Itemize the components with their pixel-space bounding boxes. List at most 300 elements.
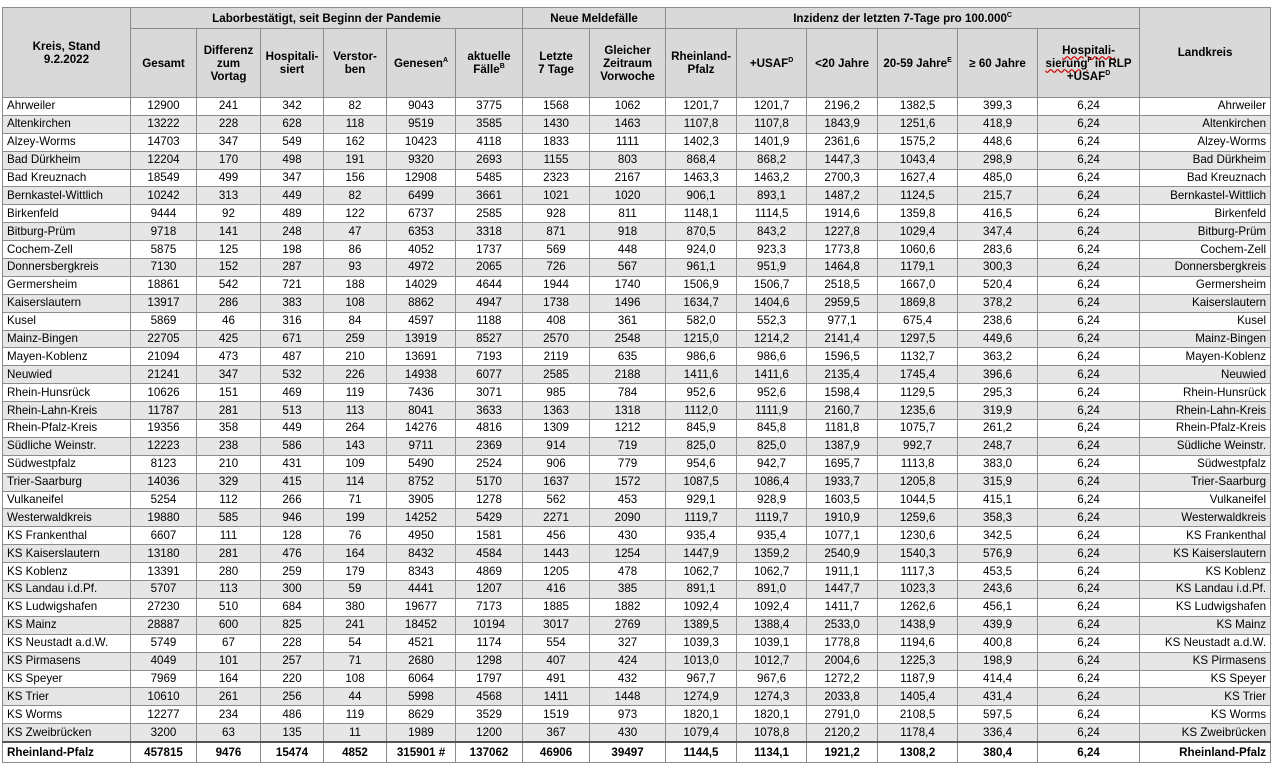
cell-inzidenz-usaf: 1401,9 [737,133,807,151]
cell-verstorben: 188 [324,276,387,294]
cell-gesamt: 13391 [131,563,197,581]
table-row [3,205,1271,223]
cell-genesen: 8041 [387,402,456,420]
cell-inzidenz-unter-20: 2033,8 [807,688,878,706]
cell-genesen: 4521 [387,634,456,652]
cell-inzidenz-usaf: 893,1 [737,187,807,205]
cell-gleicher-zeitraum: 453 [590,491,666,509]
cell-aktuelle-faelle: 1278 [456,491,523,509]
cell-letzte-7-tage: 1944 [523,276,590,294]
cell-hospitalisiert: 228 [261,634,324,652]
cell-inzidenz-unter-20: 1447,3 [807,151,878,169]
table-row [3,402,1271,420]
table-row [3,187,1271,205]
cell-differenz: 111 [197,527,261,545]
cell-inzidenz-20-59: 1438,9 [878,616,958,634]
cell-hospitalisiert: 946 [261,509,324,527]
header-hospitalisiert: Hospitali- siert [261,29,324,98]
cell-differenz: 152 [197,259,261,277]
cell-inzidenz-usaf: 1086,4 [737,473,807,491]
cell-aktuelle-faelle: 3318 [456,223,523,241]
cell-inzidenz-ab-60: 597,5 [958,706,1038,724]
cell-inzidenz-rlp: 929,1 [666,491,737,509]
cell-differenz: 63 [197,724,261,742]
cell-inzidenz-usaf: 1820,1 [737,706,807,724]
cell-gesamt: 19356 [131,420,197,438]
cell-gesamt: 5869 [131,312,197,330]
cell-gesamt: 21094 [131,348,197,366]
cell-differenz: 141 [197,223,261,241]
cell-genesen: 8432 [387,545,456,563]
cell-kreis: KS Landau i.d.Pf. [3,581,131,599]
cell-verstorben: 82 [324,187,387,205]
cell-letzte-7-tage: 456 [523,527,590,545]
cell-hospitalisierung: 6,24 [1038,259,1140,277]
cell-inzidenz-usaf: 1214,2 [737,330,807,348]
cell-inzidenz-ab-60: 520,4 [958,276,1038,294]
table-row [3,670,1271,688]
cell-inzidenz-20-59: 1029,4 [878,223,958,241]
cell-hospitalisierung: 6,24 [1038,652,1140,670]
cell-differenz: 473 [197,348,261,366]
cell-letzte-7-tage: 1411 [523,688,590,706]
table-row [3,169,1271,187]
total-differenz: 9476 [197,742,261,763]
cell-gesamt: 5875 [131,241,197,259]
cell-inzidenz-rlp: 1274,9 [666,688,737,706]
cell-inzidenz-ab-60: 383,0 [958,455,1038,473]
cell-genesen: 9320 [387,151,456,169]
cell-genesen: 4972 [387,259,456,277]
cell-differenz: 67 [197,634,261,652]
cell-aktuelle-faelle: 3775 [456,98,523,116]
cell-kreis: Westerwaldkreis [3,509,131,527]
cell-gesamt: 13180 [131,545,197,563]
cell-inzidenz-rlp: 845,9 [666,420,737,438]
cell-inzidenz-20-59: 1187,9 [878,670,958,688]
cell-inzidenz-rlp: 935,4 [666,527,737,545]
total-gleicher-zeitraum: 39497 [590,742,666,763]
cell-inzidenz-usaf: 1274,3 [737,688,807,706]
cell-gleicher-zeitraum: 1111 [590,133,666,151]
cell-letzte-7-tage: 726 [523,259,590,277]
cell-inzidenz-ab-60: 418,9 [958,115,1038,133]
cell-letzte-7-tage: 2323 [523,169,590,187]
cell-inzidenz-usaf: 967,6 [737,670,807,688]
cell-letzte-7-tage: 1021 [523,187,590,205]
cell-gesamt: 14703 [131,133,197,151]
table-row [3,706,1271,724]
cell-aktuelle-faelle: 10194 [456,616,523,634]
cell-landkreis: KS Frankenthal [1140,527,1271,545]
cell-differenz: 329 [197,473,261,491]
cell-inzidenz-ab-60: 248,7 [958,437,1038,455]
cell-verstorben: 44 [324,688,387,706]
cell-gleicher-zeitraum: 361 [590,312,666,330]
cell-gleicher-zeitraum: 719 [590,437,666,455]
cell-inzidenz-unter-20: 2135,4 [807,366,878,384]
cell-hospitalisierung: 6,24 [1038,348,1140,366]
cell-inzidenz-unter-20: 1272,2 [807,670,878,688]
cell-kreis: Kusel [3,312,131,330]
cell-inzidenz-20-59: 1745,4 [878,366,958,384]
cell-differenz: 347 [197,366,261,384]
cell-inzidenz-rlp: 1039,3 [666,634,737,652]
cell-inzidenz-unter-20: 1695,7 [807,455,878,473]
total-hospitalisierung: 6,24 [1038,742,1140,763]
cell-inzidenz-rlp: 1112,0 [666,402,737,420]
cell-kreis: Bad Dürkheim [3,151,131,169]
cell-inzidenz-20-59: 992,7 [878,437,958,455]
table-row [3,348,1271,366]
cell-landkreis: Rhein-Pfalz-Kreis [1140,420,1271,438]
cell-inzidenz-ab-60: 439,9 [958,616,1038,634]
table-row [3,241,1271,259]
cell-letzte-7-tage: 1155 [523,151,590,169]
cell-letzte-7-tage: 1885 [523,598,590,616]
cell-inzidenz-ab-60: 295,3 [958,384,1038,402]
cell-inzidenz-rlp: 1148,1 [666,205,737,223]
cell-gleicher-zeitraum: 385 [590,581,666,599]
cell-verstorben: 164 [324,545,387,563]
cell-hospitalisiert: 316 [261,312,324,330]
cell-gesamt: 10626 [131,384,197,402]
cell-letzte-7-tage: 2119 [523,348,590,366]
cell-inzidenz-rlp: 1092,4 [666,598,737,616]
header-verstorben: Verstor- ben [324,29,387,98]
cell-inzidenz-unter-20: 2518,5 [807,276,878,294]
cell-gesamt: 5749 [131,634,197,652]
cell-verstorben: 199 [324,509,387,527]
cell-landkreis: Ahrweiler [1140,98,1271,116]
cell-differenz: 46 [197,312,261,330]
cell-inzidenz-usaf: 951,9 [737,259,807,277]
cell-hospitalisierung: 6,24 [1038,187,1140,205]
cell-inzidenz-20-59: 1113,8 [878,455,958,473]
table-row [3,223,1271,241]
cell-gesamt: 12277 [131,706,197,724]
cell-inzidenz-ab-60: 415,1 [958,491,1038,509]
table-row [3,652,1271,670]
cell-inzidenz-rlp: 1820,1 [666,706,737,724]
cell-landkreis: KS Ludwigshafen [1140,598,1271,616]
cell-genesen: 5490 [387,455,456,473]
cell-kreis: Ahrweiler [3,98,131,116]
cell-genesen: 4052 [387,241,456,259]
cell-aktuelle-faelle: 5485 [456,169,523,187]
cell-inzidenz-20-59: 1297,5 [878,330,958,348]
header-kreis: Kreis, Stand 9.2.2022 [3,8,131,98]
cell-inzidenz-ab-60: 378,2 [958,294,1038,312]
cell-aktuelle-faelle: 4568 [456,688,523,706]
cell-differenz: 151 [197,384,261,402]
cell-landkreis: Alzey-Worms [1140,133,1271,151]
cell-inzidenz-usaf: 986,6 [737,348,807,366]
cell-kreis: Mainz-Bingen [3,330,131,348]
cell-verstorben: 119 [324,384,387,402]
cell-hospitalisierung: 6,24 [1038,670,1140,688]
cell-differenz: 261 [197,688,261,706]
cell-letzte-7-tage: 871 [523,223,590,241]
cell-inzidenz-ab-60: 238,6 [958,312,1038,330]
cell-landkreis: Bitburg-Prüm [1140,223,1271,241]
cell-landkreis: Germersheim [1140,276,1271,294]
cell-inzidenz-20-59: 1124,5 [878,187,958,205]
cell-kreis: KS Zweibrücken [3,724,131,742]
cell-gesamt: 10610 [131,688,197,706]
cell-verstorben: 86 [324,241,387,259]
cell-letzte-7-tage: 1363 [523,402,590,420]
cell-inzidenz-20-59: 675,4 [878,312,958,330]
cell-letzte-7-tage: 416 [523,581,590,599]
cell-genesen: 19677 [387,598,456,616]
cell-inzidenz-rlp: 952,6 [666,384,737,402]
cell-aktuelle-faelle: 2524 [456,455,523,473]
cell-kreis: Germersheim [3,276,131,294]
cell-inzidenz-rlp: 1013,0 [666,652,737,670]
cell-inzidenz-ab-60: 416,5 [958,205,1038,223]
total-inzidenz-ab-60: 380,4 [958,742,1038,763]
cell-inzidenz-rlp: 954,6 [666,455,737,473]
cell-inzidenz-ab-60: 400,8 [958,634,1038,652]
cell-gleicher-zeitraum: 478 [590,563,666,581]
cell-kreis: Rhein-Lahn-Kreis [3,402,131,420]
cell-hospitalisierung: 6,24 [1038,115,1140,133]
table-row [3,312,1271,330]
cell-gleicher-zeitraum: 1254 [590,545,666,563]
cell-gleicher-zeitraum: 1212 [590,420,666,438]
cell-inzidenz-rlp: 1215,0 [666,330,737,348]
cell-hospitalisiert: 628 [261,115,324,133]
cell-gesamt: 7130 [131,259,197,277]
cell-inzidenz-20-59: 1359,8 [878,205,958,223]
cell-inzidenz-unter-20: 2959,5 [807,294,878,312]
cell-differenz: 510 [197,598,261,616]
cell-inzidenz-20-59: 1382,5 [878,98,958,116]
group-header-lab: Laborbestätigt, seit Beginn der Pandemie [131,8,523,29]
cell-gleicher-zeitraum: 973 [590,706,666,724]
group-header-new: Neue Meldefälle [523,8,666,29]
cell-inzidenz-rlp: 924,0 [666,241,737,259]
cell-kreis: Bad Kreuznach [3,169,131,187]
cell-aktuelle-faelle: 6077 [456,366,523,384]
cell-verstorben: 119 [324,706,387,724]
cell-gleicher-zeitraum: 567 [590,259,666,277]
cell-genesen: 8862 [387,294,456,312]
cell-inzidenz-ab-60: 485,0 [958,169,1038,187]
cell-hospitalisiert: 449 [261,187,324,205]
cell-inzidenz-usaf: 1411,6 [737,366,807,384]
cell-hospitalisierung: 6,24 [1038,473,1140,491]
cell-differenz: 281 [197,545,261,563]
cell-hospitalisiert: 415 [261,473,324,491]
cell-aktuelle-faelle: 7193 [456,348,523,366]
table-row [3,688,1271,706]
cell-inzidenz-ab-60: 449,6 [958,330,1038,348]
header-letzte-7-tage: Letzte 7 Tage [523,29,590,98]
cell-kreis: Bitburg-Prüm [3,223,131,241]
cell-hospitalisierung: 6,24 [1038,276,1140,294]
cell-hospitalisierung: 6,24 [1038,455,1140,473]
cell-gleicher-zeitraum: 1496 [590,294,666,312]
cell-differenz: 112 [197,491,261,509]
cell-verstorben: 191 [324,151,387,169]
cell-inzidenz-unter-20: 1227,8 [807,223,878,241]
cell-inzidenz-rlp: 891,1 [666,581,737,599]
cell-genesen: 6353 [387,223,456,241]
cell-hospitalisierung: 6,24 [1038,598,1140,616]
cell-inzidenz-usaf: 1062,7 [737,563,807,581]
cell-aktuelle-faelle: 5429 [456,509,523,527]
cell-inzidenz-20-59: 1667,0 [878,276,958,294]
cell-hospitalisiert: 586 [261,437,324,455]
cell-inzidenz-usaf: 843,2 [737,223,807,241]
cell-hospitalisiert: 684 [261,598,324,616]
cell-hospitalisiert: 721 [261,276,324,294]
cell-inzidenz-20-59: 1540,3 [878,545,958,563]
cell-gleicher-zeitraum: 2548 [590,330,666,348]
cell-inzidenz-rlp: 1087,5 [666,473,737,491]
cell-gesamt: 18549 [131,169,197,187]
cell-hospitalisierung: 6,24 [1038,420,1140,438]
cell-kreis: KS Mainz [3,616,131,634]
cell-inzidenz-ab-60: 243,6 [958,581,1038,599]
cell-verstorben: 11 [324,724,387,742]
total-hospitalisiert: 15474 [261,742,324,763]
cell-genesen: 6499 [387,187,456,205]
cell-hospitalisierung: 6,24 [1038,330,1140,348]
cell-verstorben: 264 [324,420,387,438]
cell-hospitalisierung: 6,24 [1038,169,1140,187]
cell-verstorben: 122 [324,205,387,223]
cell-hospitalisiert: 300 [261,581,324,599]
cell-gesamt: 13222 [131,115,197,133]
cell-gesamt: 22705 [131,330,197,348]
cell-verstorben: 93 [324,259,387,277]
cell-gleicher-zeitraum: 1572 [590,473,666,491]
table-row [3,473,1271,491]
cell-landkreis: KS Zweibrücken [1140,724,1271,742]
cell-letzte-7-tage: 367 [523,724,590,742]
cell-hospitalisiert: 549 [261,133,324,151]
cell-genesen: 18452 [387,616,456,634]
table-row [3,455,1271,473]
cell-differenz: 347 [197,133,261,151]
cell-inzidenz-ab-60: 319,9 [958,402,1038,420]
cell-inzidenz-unter-20: 1911,1 [807,563,878,581]
cell-letzte-7-tage: 1443 [523,545,590,563]
cell-aktuelle-faelle: 1200 [456,724,523,742]
cell-differenz: 358 [197,420,261,438]
table-row [3,509,1271,527]
cell-inzidenz-unter-20: 1387,9 [807,437,878,455]
cell-aktuelle-faelle: 1737 [456,241,523,259]
header-usaf: $+USAF^D$ [737,29,807,98]
cell-hospitalisiert: 287 [261,259,324,277]
cell-hospitalisiert: 449 [261,420,324,438]
cell-verstorben: 71 [324,652,387,670]
cell-inzidenz-usaf: 923,3 [737,241,807,259]
cell-hospitalisierung: 6,24 [1038,312,1140,330]
cell-hospitalisiert: 498 [261,151,324,169]
cell-inzidenz-20-59: 1225,3 [878,652,958,670]
cell-genesen: 7436 [387,384,456,402]
table-row [3,724,1271,742]
cell-gleicher-zeitraum: 2167 [590,169,666,187]
cell-letzte-7-tage: 408 [523,312,590,330]
covid-data-table [2,7,1271,763]
cell-hospitalisierung: 6,24 [1038,402,1140,420]
cell-inzidenz-unter-20: 1464,8 [807,259,878,277]
cell-inzidenz-20-59: 1405,4 [878,688,958,706]
cell-inzidenz-ab-60: 431,4 [958,688,1038,706]
cell-differenz: 228 [197,115,261,133]
cell-hospitalisiert: 257 [261,652,324,670]
cell-inzidenz-ab-60: 300,3 [958,259,1038,277]
cell-hospitalisiert: 342 [261,98,324,116]
cell-hospitalisierung: 6,24 [1038,241,1140,259]
header-gleicher-zeitraum: Gleicher Zeitraum Vorwoche [590,29,666,98]
cell-hospitalisiert: 513 [261,402,324,420]
total-gesamt: 457815 [131,742,197,763]
cell-gleicher-zeitraum: 2769 [590,616,666,634]
cell-verstorben: 84 [324,312,387,330]
cell-landkreis: Bad Dürkheim [1140,151,1271,169]
cell-inzidenz-ab-60: 396,6 [958,366,1038,384]
cell-hospitalisiert: 266 [261,491,324,509]
table-row [3,634,1271,652]
cell-hospitalisierung: 6,24 [1038,509,1140,527]
cell-inzidenz-rlp: 1463,3 [666,169,737,187]
cell-inzidenz-rlp: 1062,7 [666,563,737,581]
cell-inzidenz-unter-20: 2700,3 [807,169,878,187]
cell-gesamt: 19880 [131,509,197,527]
cell-inzidenz-usaf: 1114,5 [737,205,807,223]
cell-verstorben: 118 [324,115,387,133]
table-row [3,294,1271,312]
cell-landkreis: Bad Kreuznach [1140,169,1271,187]
cell-inzidenz-unter-20: 1487,2 [807,187,878,205]
cell-gleicher-zeitraum: 1318 [590,402,666,420]
cell-genesen: 4597 [387,312,456,330]
cell-differenz: 499 [197,169,261,187]
header-unter-20: <20 Jahre [807,29,878,98]
cell-inzidenz-usaf: 868,2 [737,151,807,169]
table-row [3,276,1271,294]
cell-letzte-7-tage: 906 [523,455,590,473]
cell-genesen: 12908 [387,169,456,187]
cell-hospitalisiert: 487 [261,348,324,366]
total-genesen: 315901 # [387,742,456,763]
cell-gesamt: 21241 [131,366,197,384]
cell-hospitalisiert: 476 [261,545,324,563]
cell-kreis: Cochem-Zell [3,241,131,259]
cell-gesamt: 12204 [131,151,197,169]
cell-landkreis: KS Pirmasens [1140,652,1271,670]
cell-gleicher-zeitraum: 803 [590,151,666,169]
cell-aktuelle-faelle: 1174 [456,634,523,652]
cell-aktuelle-faelle: 4869 [456,563,523,581]
cell-genesen: 9711 [387,437,456,455]
cell-hospitalisiert: 135 [261,724,324,742]
cell-landkreis: Südliche Weinstr. [1140,437,1271,455]
cell-letzte-7-tage: 2585 [523,366,590,384]
cell-differenz: 101 [197,652,261,670]
cell-inzidenz-unter-20: 1933,7 [807,473,878,491]
cell-landkreis: KS Mainz [1140,616,1271,634]
cell-differenz: 241 [197,98,261,116]
cell-inzidenz-20-59: 1129,5 [878,384,958,402]
